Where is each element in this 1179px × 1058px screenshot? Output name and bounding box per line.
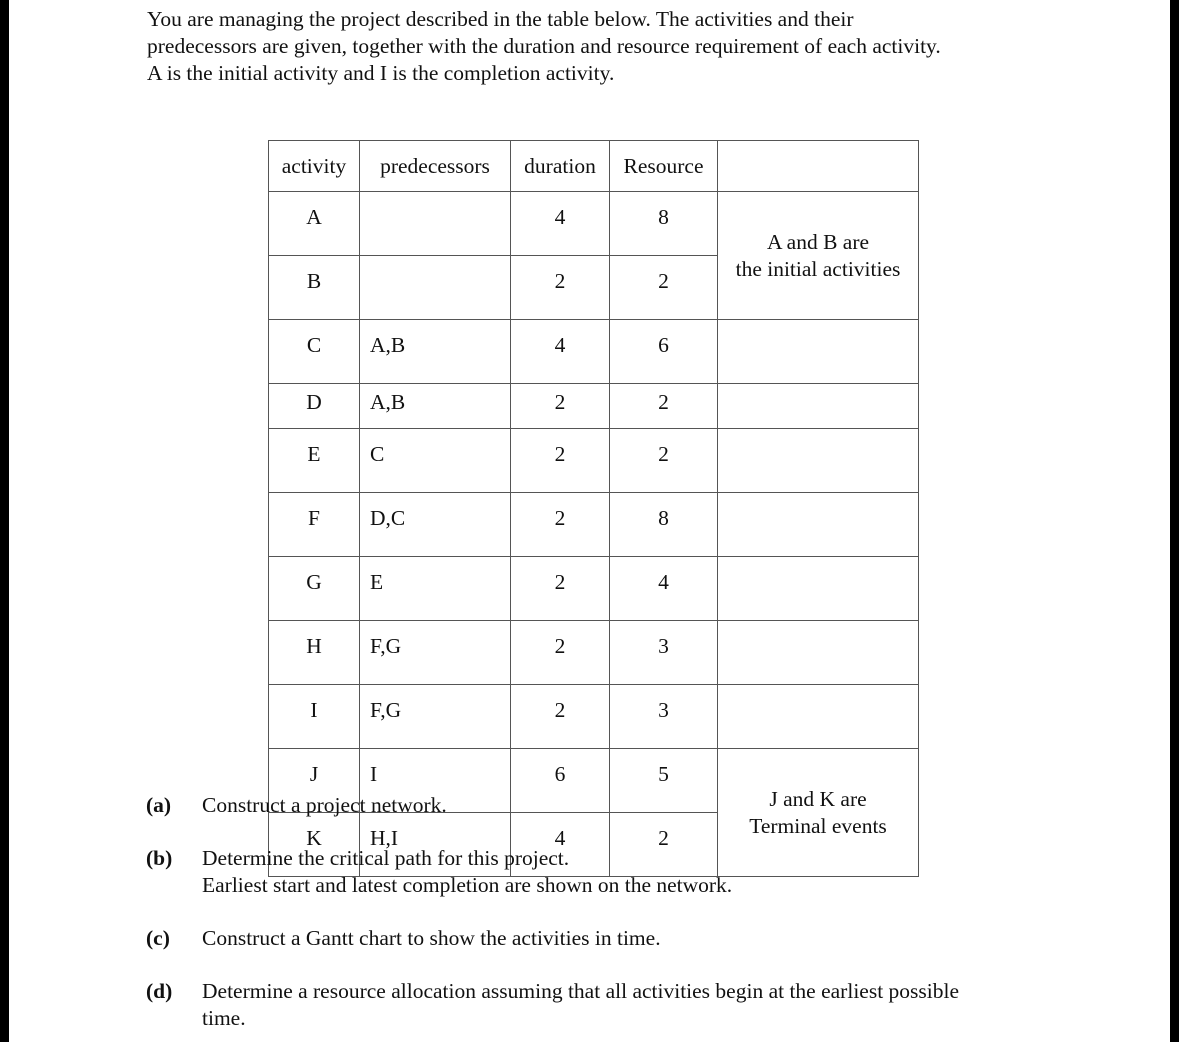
note-line: A and B are bbox=[766, 229, 870, 254]
note-empty bbox=[718, 320, 919, 384]
cell-duration: 4 bbox=[511, 813, 610, 877]
question-label: (d) bbox=[146, 979, 173, 1003]
cell-activity: C bbox=[269, 320, 360, 384]
table-row bbox=[269, 557, 919, 621]
cell-activity: A bbox=[269, 192, 360, 256]
question-a bbox=[146, 792, 1156, 819]
note-empty bbox=[718, 685, 919, 749]
table-row bbox=[269, 685, 919, 749]
cell-resource: 3 bbox=[610, 685, 718, 749]
header-notes bbox=[718, 141, 919, 192]
cell-duration: 4 bbox=[511, 192, 610, 256]
note-initial-activities bbox=[718, 192, 919, 320]
cell-resource: 2 bbox=[610, 429, 718, 493]
cell-duration: 2 bbox=[511, 557, 610, 621]
table-row bbox=[269, 621, 919, 685]
activity-table bbox=[268, 140, 919, 877]
cell-predecessors bbox=[360, 256, 511, 320]
cell-predecessors: D,C bbox=[360, 493, 511, 557]
cell-duration: 2 bbox=[511, 429, 610, 493]
note-empty bbox=[718, 557, 919, 621]
cell-activity: B bbox=[269, 256, 360, 320]
cell-activity: E bbox=[269, 429, 360, 493]
cell-resource: 2 bbox=[610, 384, 718, 429]
cell-duration: 6 bbox=[511, 749, 610, 813]
intro-line: You are managing the project described in the table below. The activities and their bbox=[147, 7, 854, 31]
cell-duration: 2 bbox=[511, 621, 610, 685]
cell-resource: 4 bbox=[610, 557, 718, 621]
cell-duration: 2 bbox=[511, 685, 610, 749]
questions-list bbox=[146, 792, 1156, 1058]
cell-predecessors: F,G bbox=[360, 621, 511, 685]
table-header-row bbox=[269, 141, 919, 192]
cell-predecessors: C bbox=[360, 429, 511, 493]
cell-activity: F bbox=[269, 493, 360, 557]
note-line: the initial activities bbox=[735, 256, 901, 281]
cell-activity: I bbox=[269, 685, 360, 749]
note-line: Terminal events bbox=[749, 813, 887, 838]
cell-duration: 4 bbox=[511, 320, 610, 384]
cell-activity: G bbox=[269, 557, 360, 621]
question-label: (c) bbox=[146, 926, 170, 950]
header-duration: duration bbox=[511, 141, 610, 192]
question-d bbox=[146, 978, 1156, 1032]
intro-line: A is the initial activity and I is the completion activity. bbox=[147, 61, 615, 85]
table-row bbox=[269, 384, 919, 429]
table-row bbox=[269, 429, 919, 493]
cell-activity: K bbox=[269, 813, 360, 877]
cell-activity: J bbox=[269, 749, 360, 813]
cell-resource: 8 bbox=[610, 192, 718, 256]
note-empty bbox=[718, 429, 919, 493]
cell-duration: 2 bbox=[511, 384, 610, 429]
header-predecessors: predecessors bbox=[360, 141, 511, 192]
question-label: (b) bbox=[146, 846, 173, 870]
note-empty bbox=[718, 621, 919, 685]
note-line: J and K are bbox=[769, 786, 867, 811]
question-text: time. bbox=[202, 1006, 246, 1030]
cell-resource: 8 bbox=[610, 493, 718, 557]
question-c bbox=[146, 925, 1156, 952]
table-row bbox=[269, 493, 919, 557]
cell-predecessors: A,B bbox=[360, 384, 511, 429]
cell-resource: 2 bbox=[610, 256, 718, 320]
intro-paragraph bbox=[147, 6, 1147, 87]
table-row bbox=[269, 192, 919, 256]
cell-predecessors: I bbox=[360, 749, 511, 813]
cell-resource: 3 bbox=[610, 621, 718, 685]
note-empty bbox=[718, 384, 919, 429]
cell-duration: 2 bbox=[511, 256, 610, 320]
left-border bbox=[0, 0, 9, 1042]
cell-predecessors: H,I bbox=[360, 813, 511, 877]
cell-resource: 5 bbox=[610, 749, 718, 813]
cell-activity: D bbox=[269, 384, 360, 429]
question-b bbox=[146, 845, 1156, 899]
table-row bbox=[269, 320, 919, 384]
question-text: Construct a project network. bbox=[202, 793, 447, 817]
cell-predecessors: E bbox=[360, 557, 511, 621]
question-text: Determine the critical path for this project. bbox=[202, 846, 570, 870]
question-text: Construct a Gantt chart to show the activities in time. bbox=[202, 926, 661, 950]
header-resource: Resource bbox=[610, 141, 718, 192]
cell-activity: H bbox=[269, 621, 360, 685]
cell-resource: 6 bbox=[610, 320, 718, 384]
question-label: (a) bbox=[146, 793, 172, 817]
question-text: Earliest start and latest completion are shown on the network. bbox=[202, 873, 733, 897]
right-border bbox=[1170, 0, 1179, 1042]
cell-duration: 2 bbox=[511, 493, 610, 557]
cell-predecessors: F,G bbox=[360, 685, 511, 749]
cell-resource: 2 bbox=[610, 813, 718, 877]
intro-line: predecessors are given, together with the duration and resource requirement of each activity. bbox=[147, 34, 941, 58]
cell-predecessors bbox=[360, 192, 511, 256]
note-empty bbox=[718, 493, 919, 557]
cell-predecessors: A,B bbox=[360, 320, 511, 384]
header-activity: activity bbox=[269, 141, 360, 192]
question-text: Determine a resource allocation assuming that all activities begin at the earliest possible bbox=[202, 979, 960, 1003]
